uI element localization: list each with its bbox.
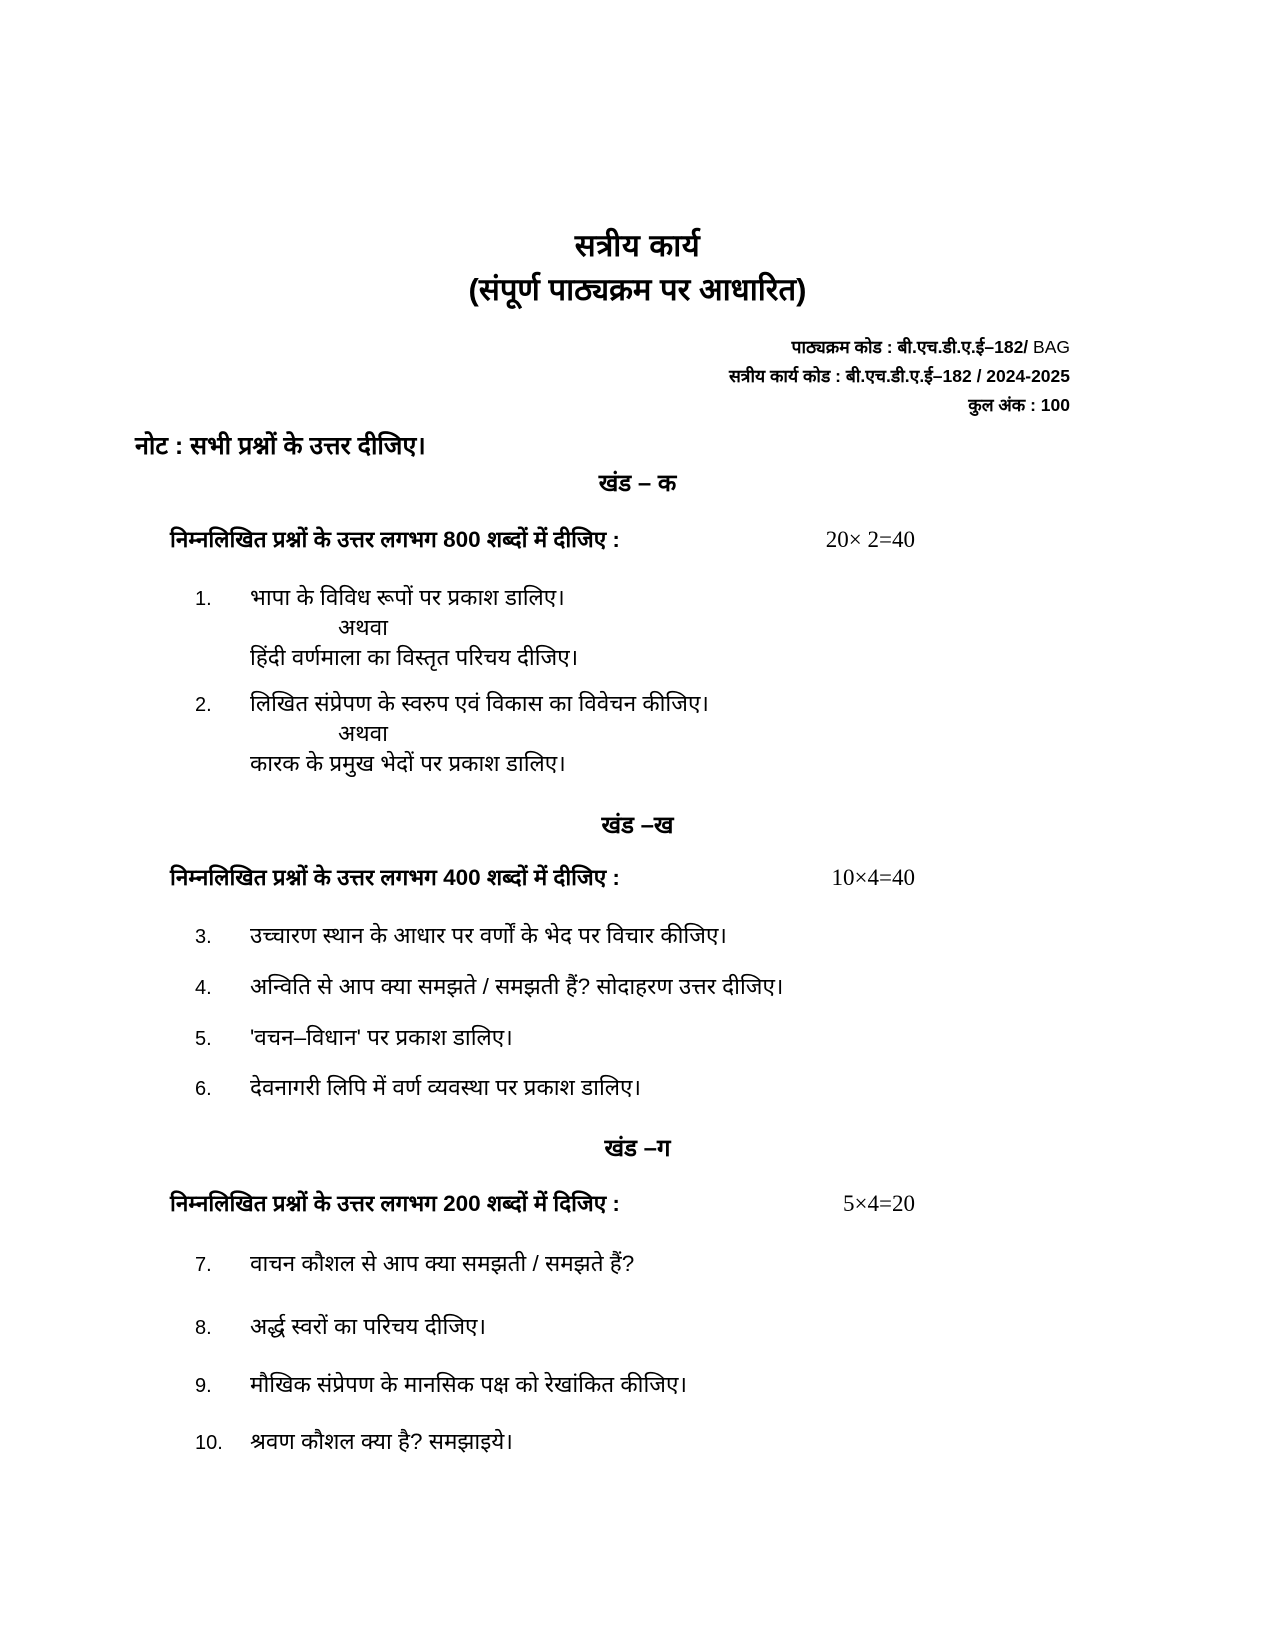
section-c-instruction-row [170,1187,915,1218]
question-alt-text: कारक के प्रमुख भेदों पर प्रकाश डालिए। [250,751,566,776]
page-subtitle: (संपूर्ण पाठ्यक्रम पर आधारित) [468,272,807,307]
question-row [195,1368,1155,1399]
section-b-marks: 10×4=40 [831,865,915,890]
question-number: 2. [195,694,212,716]
section-a-marks: 20× 2=40 [825,527,915,552]
question-number: 8. [195,1317,212,1339]
course-code-label: पाठ्यक्रम कोड : [791,337,898,357]
section-b-instruction: निम्नलिखित प्रश्नों के उत्तर लगभग 400 शब्दों में दीजिए : [170,865,620,890]
assignment-code-label: सत्रीय कार्य कोड : [728,366,846,386]
question-row [195,1021,1155,1052]
total-marks-line [729,391,1070,420]
question-number: 1. [195,588,212,610]
question-text: भापा के विविध रूपों पर प्रकाश डालिए। [250,585,565,610]
question-row [195,1425,1155,1456]
assignment-code-line [729,362,1070,391]
assignment-code-value: बी.एच.डी.ए.ई–182 / 2024-2025 [845,366,1070,386]
course-code-value: बी.एच.डी.ए.ई–182/ [897,337,1029,357]
course-code-line [729,333,1070,362]
question-row [195,919,1155,950]
question-number: 7. [195,1254,212,1276]
question-number: 3. [195,926,212,948]
question-text: उच्चारण स्थान के आधार पर वर्णों के भेद पर विचार कीजिए। [250,923,727,948]
section-c-marks: 5×4=20 [843,1191,915,1216]
question-row [195,1310,1155,1341]
section-a-heading: खंड – क [598,470,677,497]
question-number: 4. [195,977,212,999]
section-c-heading: खंड –ग [604,1135,671,1162]
or-label: अथवा [338,721,388,746]
course-code-block [729,333,1070,420]
section-a-instruction-row [170,523,915,554]
question-number: 9. [195,1375,212,1397]
question-text: अर्द्ध स्वरों का परिचय दीजिए। [250,1314,486,1339]
question-row [195,1247,1155,1278]
question-text: श्रवण कौशल क्या है? समझाइये। [250,1429,513,1454]
question-row [195,970,1155,1001]
question-text: मौखिक संप्रेपण के मानसिक पक्ष को रेखांकित कीजिए। [250,1372,687,1397]
total-marks-label: कुल अंक : [968,395,1041,415]
section-b-heading: खंड –ख [601,812,674,839]
question-number: 5. [195,1028,212,1050]
question-text: अन्विति से आप क्या समझते / समझती हैं? सोदाहरण उत्तर दीजिए। [250,974,784,999]
question-number: 6. [195,1078,212,1100]
question-number: 10. [195,1432,223,1454]
question-text: 'वचन–विधान' पर प्रकाश डालिए। [250,1025,513,1050]
question-row [195,1071,1155,1102]
course-code-suffix: BAG [1028,337,1070,357]
question-text: देवनागरी लिपि में वर्ण व्यवस्था पर प्रकाश डालिए। [250,1075,642,1100]
question-alt-text: हिंदी वर्णमाला का विस्तृत परिचय दीजिए। [250,645,579,670]
note-line: नोट : सभी प्रश्नों के उत्तर दीजिए। [135,432,426,460]
question-row [195,687,1155,718]
total-marks-value: 100 [1040,395,1070,415]
question-text: वाचन कौशल से आप क्या समझती / समझते हैं? [250,1251,635,1276]
page-title: सत्रीय कार्य [574,228,701,263]
section-a-instruction: निम्नलिखित प्रश्नों के उत्तर लगभग 800 शब्दों में दीजिए : [170,527,620,552]
or-label: अथवा [338,615,388,640]
question-text: लिखित संप्रेपण के स्वरुप एवं विकास का विवेचन कीजिए। [250,691,709,716]
section-b-instruction-row [170,861,915,892]
question-row [195,581,1155,612]
section-c-instruction: निम्नलिखित प्रश्नों के उत्तर लगभग 200 शब्दों में दिजिए : [170,1191,620,1216]
